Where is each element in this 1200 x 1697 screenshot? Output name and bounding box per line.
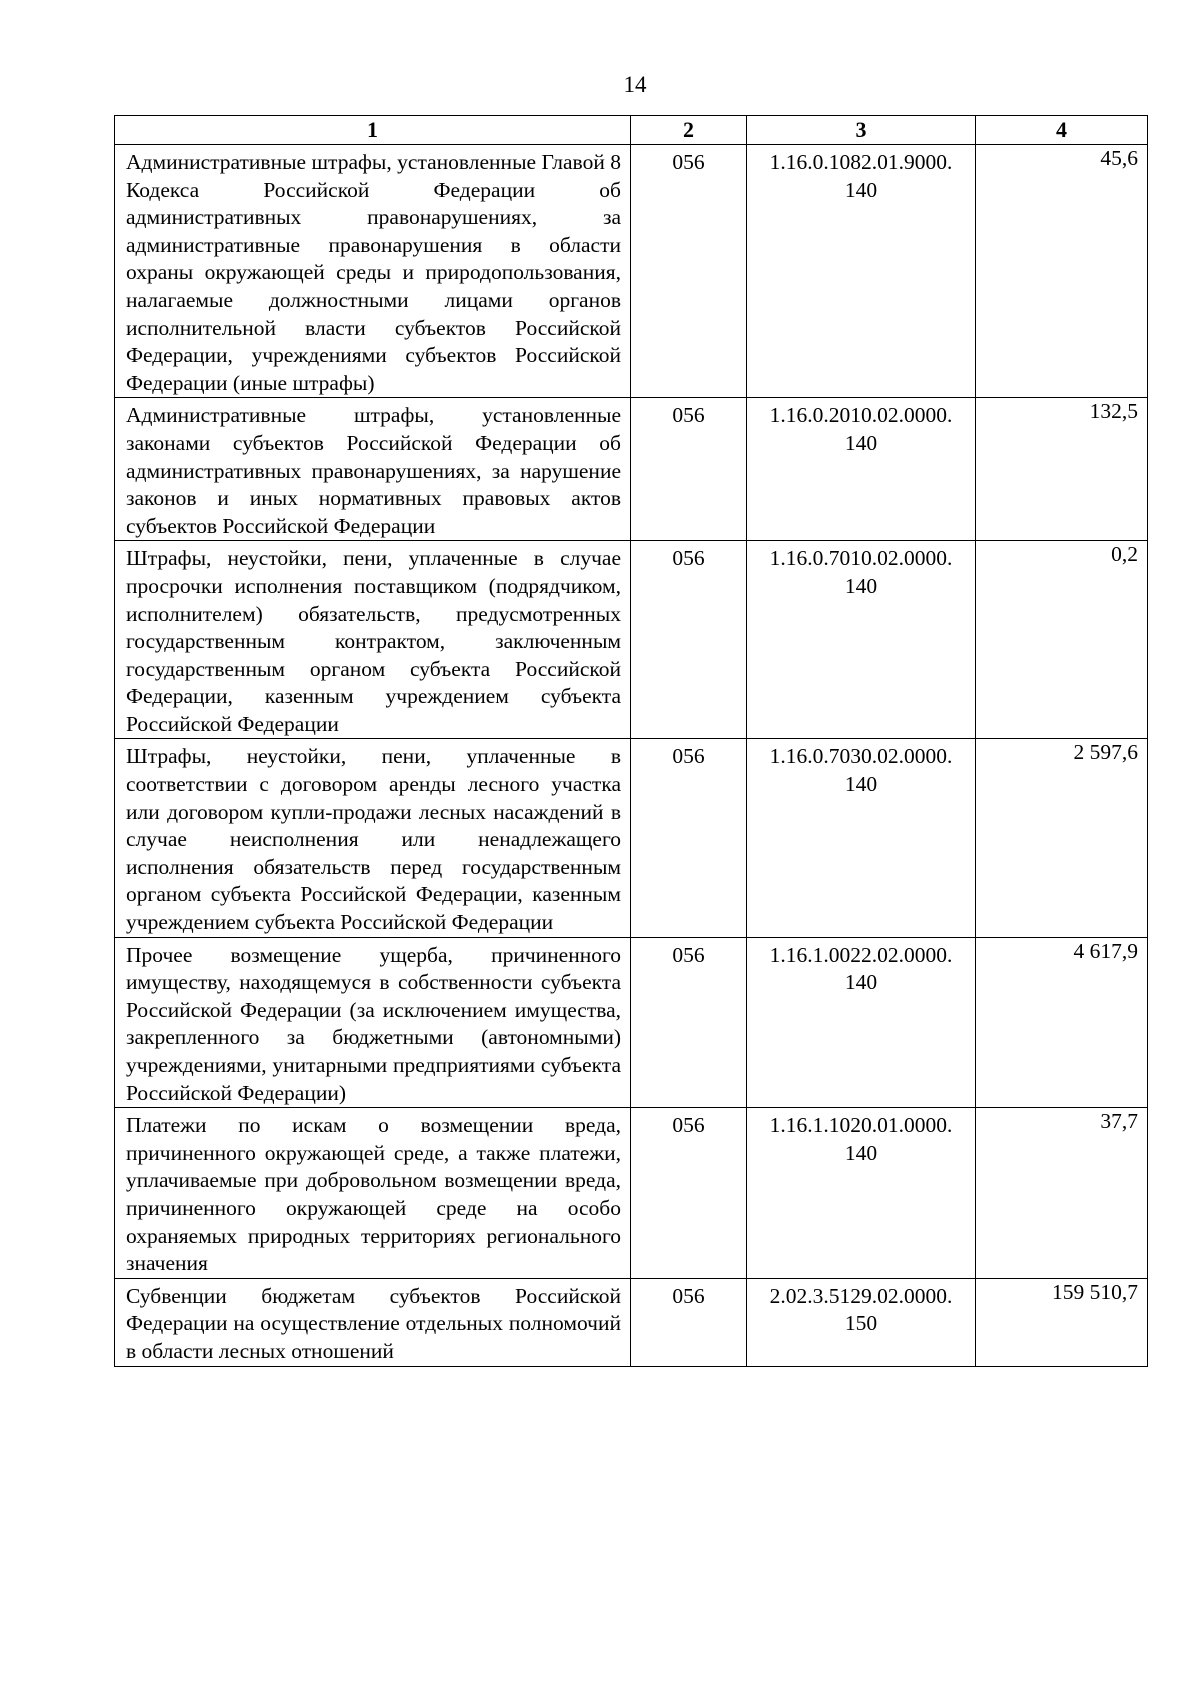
budget-code-line2: 140	[844, 573, 878, 598]
header-row	[115, 116, 1148, 145]
admin-code-cell: 056	[631, 1108, 747, 1279]
revenue-name-cell: Административные штрафы, установленные законами субъектов Российской Федерации об административных правонарушениях, за нарушение законов и иных нормативных правовых актов субъектов Российской Федерации	[115, 398, 631, 541]
table-row	[115, 541, 1148, 739]
budget-code-line1: 2.02.3.5129.02.0000.	[769, 1283, 953, 1308]
table-row	[115, 1108, 1148, 1279]
amount-cell: 0,2	[976, 541, 1148, 739]
table-row	[115, 1278, 1148, 1366]
revenue-name-cell: Субвенции бюджетам субъектов Российской Федерации на осуществление отдельных полномочий в области лесных отношений	[115, 1278, 631, 1366]
budget-code-line1: 1.16.0.1082.01.9000.	[769, 150, 953, 174]
revenue-name-cell: Штрафы, неустойки, пени, уплаченные в соответствии с договором аренды лесного участка или договором купли-продажи лесных насаждений в случае неисполнения или ненадлежащего исполнения обязательств перед государственным органом субъекта Российской Федерации, казенным учреждением субъекта Российской Федерации	[115, 739, 631, 937]
column-header-3: 3	[747, 116, 976, 145]
column-header-2: 2	[631, 116, 747, 145]
budget-code-line2: 140	[844, 430, 878, 455]
budget-code-cell	[747, 1278, 976, 1366]
budget-code-line2: 140	[844, 772, 878, 797]
budget-code-line2: 140	[844, 177, 878, 202]
admin-code-cell: 056	[631, 145, 747, 398]
column-header-1: 1	[115, 116, 631, 145]
table-row	[115, 739, 1148, 937]
budget-code-line1: 1.16.0.7010.02.0000.	[769, 546, 953, 571]
budget-code-cell	[747, 937, 976, 1108]
admin-code-cell: 056	[631, 937, 747, 1108]
revenue-name-cell: Административные штрафы, установленные Главой 8 Кодекса Российской Федерации об административных правонарушениях, за административные правонарушения в области охраны окружающей среды и природопользования, налагаемые должностными лицами органов исполнительной власти субъектов Российской Федерации, учреждениями субъектов Российской Федерации (иные штрафы)	[115, 145, 631, 398]
table-row	[115, 937, 1148, 1108]
budget-code-cell	[747, 398, 976, 541]
budget-code-line2: 140	[844, 1140, 878, 1165]
budget-code-line1: 1.16.0.2010.02.0000.	[769, 403, 953, 428]
budget-code-cell	[747, 1108, 976, 1279]
admin-code-cell: 056	[631, 398, 747, 541]
amount-cell: 159 510,7	[976, 1278, 1148, 1366]
column-header-4: 4	[976, 116, 1148, 145]
amount-cell: 132,5	[976, 398, 1148, 541]
amount-cell: 2 597,6	[976, 739, 1148, 937]
table-row	[115, 145, 1148, 398]
revenue-table	[114, 115, 1148, 1367]
revenue-name-cell: Штрафы, неустойки, пени, уплаченные в случае просрочки исполнения поставщиком (подрядчиком, исполнителем) обязательств, предусмотренных государственным контрактом, заключенным государственным органом субъекта Российской Федерации, казенным учреждением субъекта Российской Федерации	[115, 541, 631, 739]
revenue-name-cell: Платежи по искам о возмещении вреда, причиненного окружающей среде, а также платежи, уплачиваемые при добровольном возмещении вреда, причиненного окружающей среде на особо охраняемых природных территориях регионального значения	[115, 1108, 631, 1279]
budget-code-cell	[747, 541, 976, 739]
admin-code-cell: 056	[631, 1278, 747, 1366]
amount-cell: 45,6	[976, 145, 1148, 398]
budget-code-line2: 150	[844, 1311, 878, 1336]
admin-code-cell: 056	[631, 739, 747, 937]
budget-code-cell	[747, 739, 976, 937]
budget-code-line1: 1.16.0.7030.02.0000.	[769, 744, 953, 769]
amount-cell: 37,7	[976, 1108, 1148, 1279]
budget-code-line1: 1.16.1.0022.02.0000.	[769, 942, 953, 967]
admin-code-cell: 056	[631, 541, 747, 739]
page-number: 14	[623, 72, 647, 97]
table-row	[115, 398, 1148, 541]
budget-code-line2: 140	[844, 970, 878, 995]
budget-code-cell	[747, 145, 976, 398]
amount-cell: 4 617,9	[976, 937, 1148, 1108]
revenue-name-cell: Прочее возмещение ущерба, причиненного имуществу, находящемуся в собственности субъекта Российской Федерации (за исключением имущества, закрепленного за бюджетными (автономными) учреждениями, унитарными предприятиями субъекта Российской Федерации)	[115, 937, 631, 1108]
budget-code-line1: 1.16.1.1020.01.0000.	[769, 1113, 953, 1138]
